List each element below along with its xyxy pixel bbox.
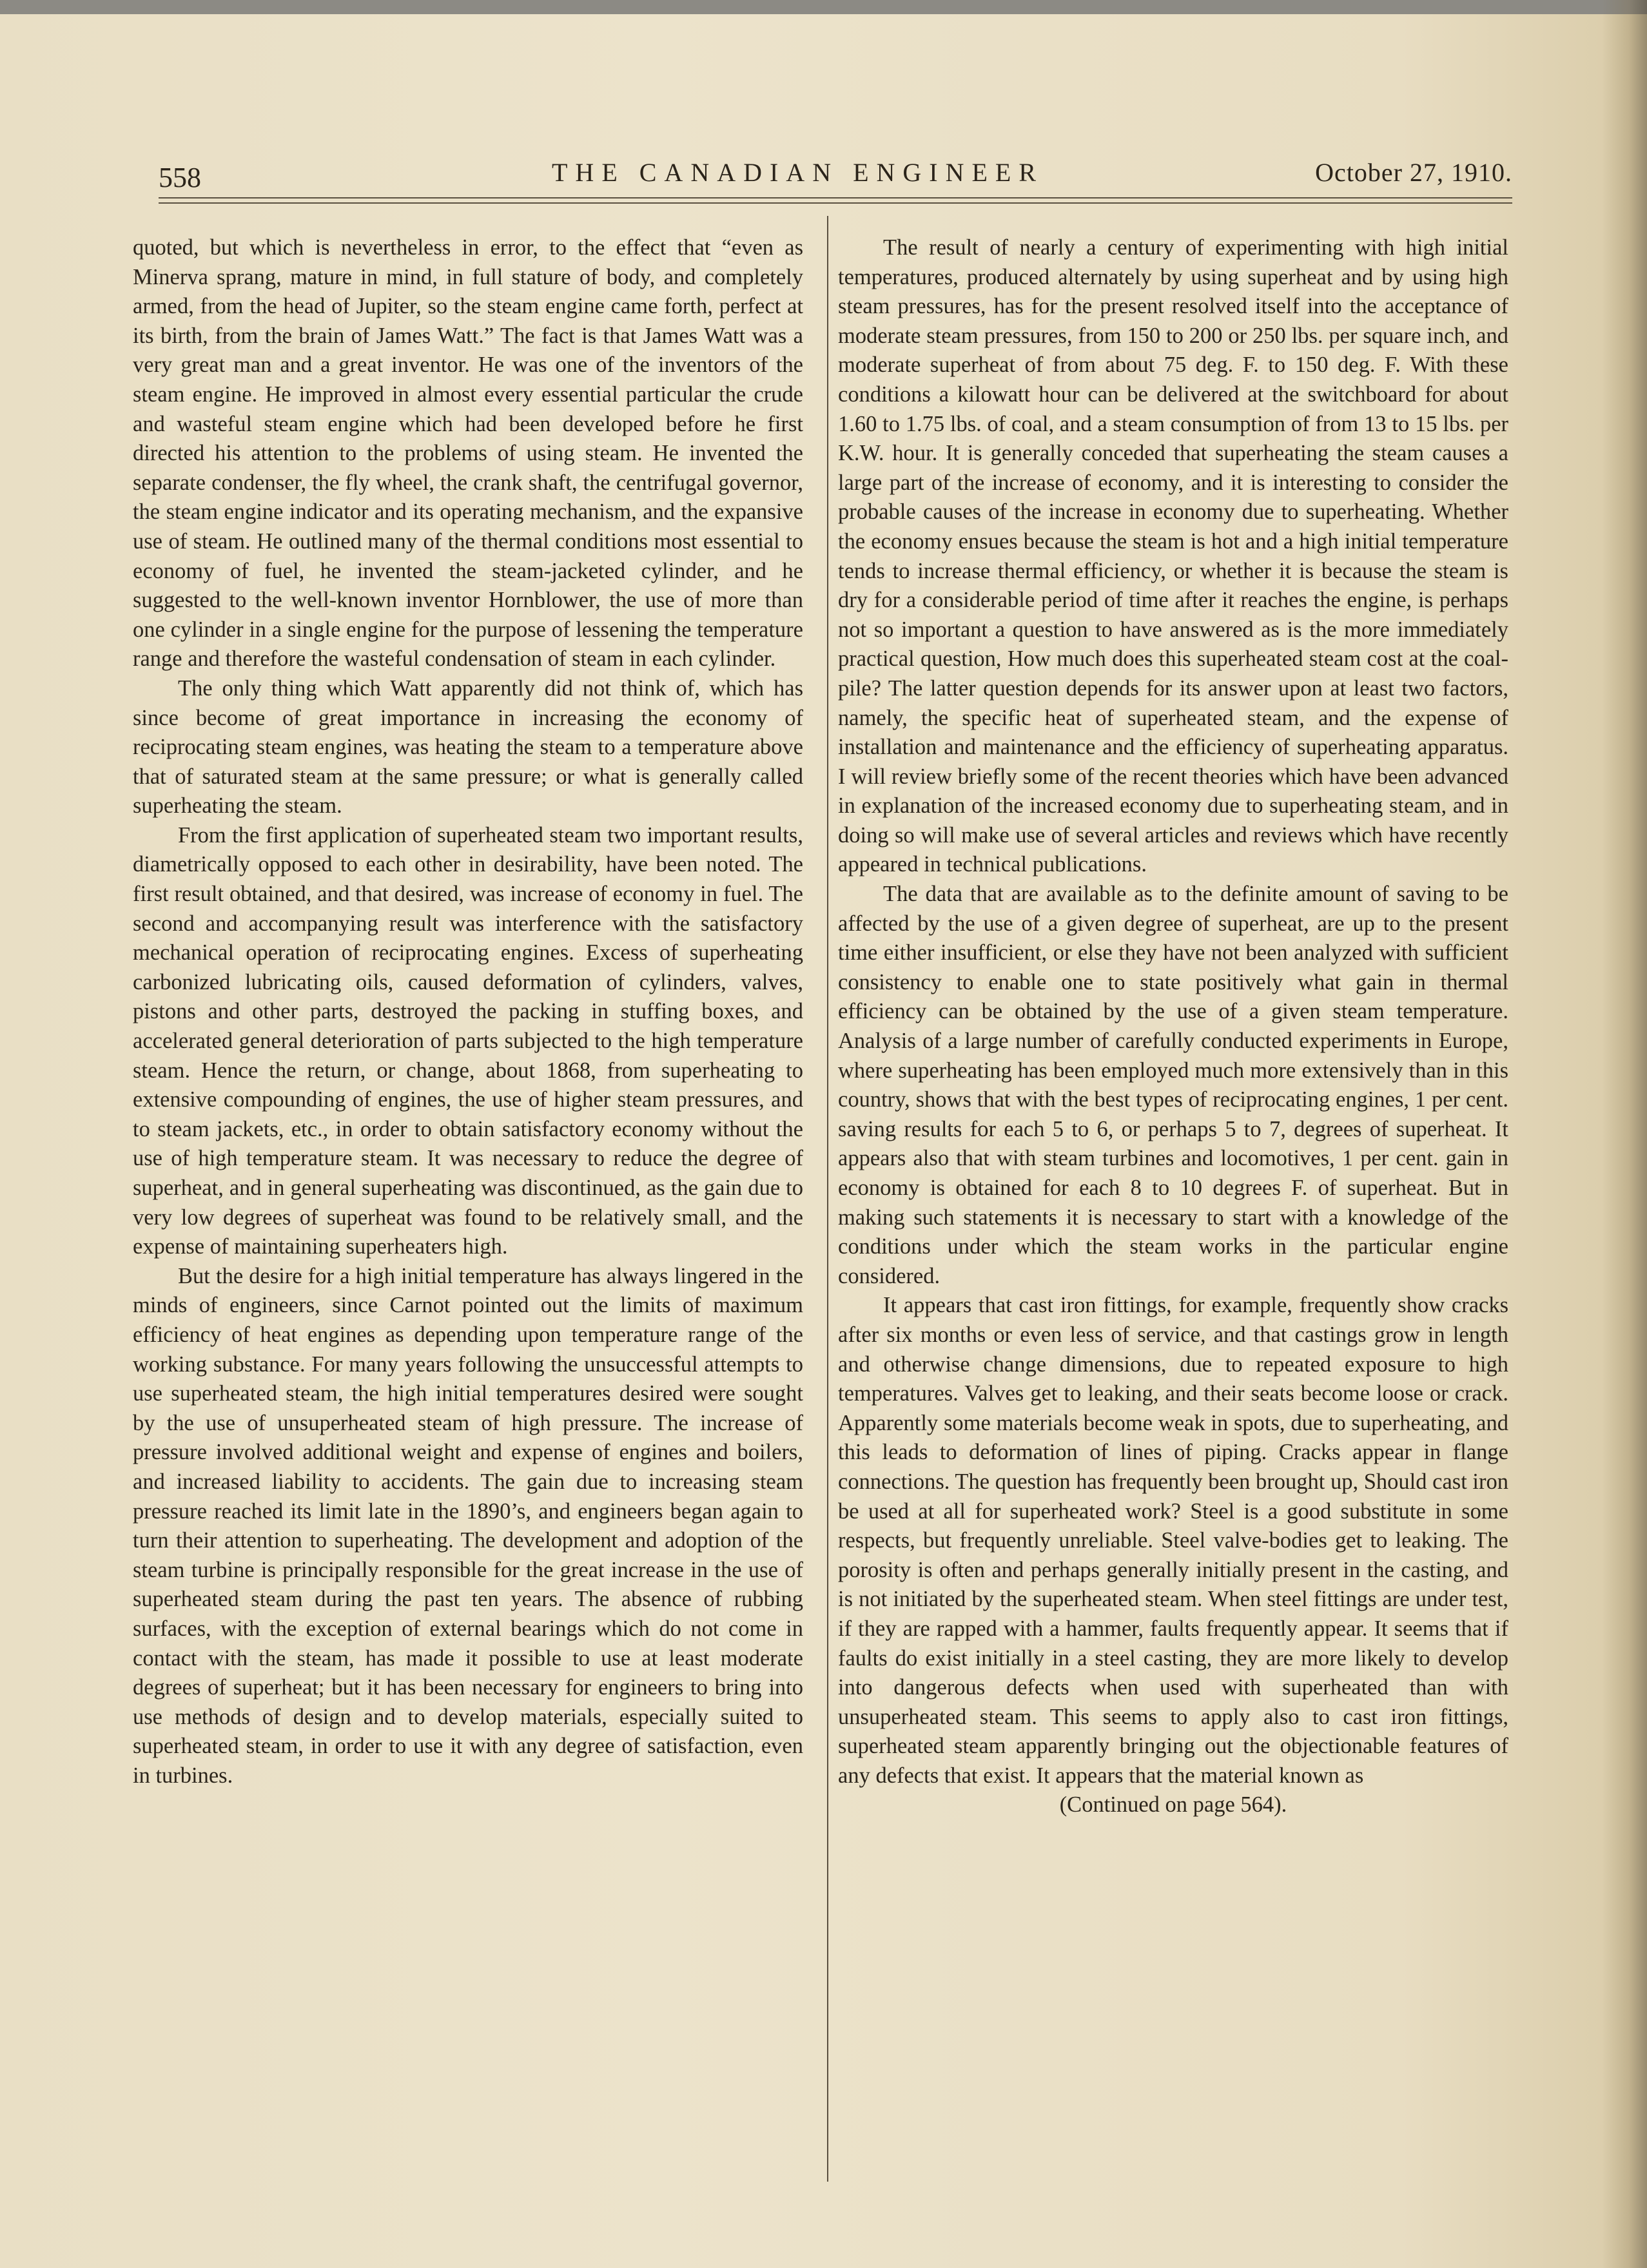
journal-title: THE CANADIAN ENGINEER xyxy=(552,158,1044,187)
right-column xyxy=(838,233,1508,1820)
paragraph: The result of nearly a century of experimenting with high initial temperatures, produced alternately by using superheat and by using high steam pressures, has for the present resolved itself into the acceptance of moderate steam pressures, from 150 to 200 or 250 lbs. per square inch, and moderate superheat of from about 75 deg. F. to 150 deg. F. With these conditions a kilowatt hour can be delivered at the switchboard for about 1.60 to 1.75 lbs. of coal, and a steam consumption of from 13 to 15 lbs. per K.W. hour. It is generally conceded that superheating the steam causes a large part of the increase of economy, and it is interesting to consider the probable causes of the increase in economy due to superheating. Whether the economy ensues because the steam is hot and a high initial temperature tends to increase thermal efficiency, or whether it is because the steam is dry for a considerable period of time after it reaches the engine, is perhaps not so important a question to have answered as is the more immediately practical question, How much does this superheated steam cost at the coal-pile? The latter question depends for its answer upon at least two factors, namely, the specific heat of superheated steam, and the expense of installation and maintenance and the efficiency of superheating apparatus. I will review briefly some of the recent theories which have been advanced in explanation of the increased economy due to superheating steam, and in doing so will make use of several articles and reviews which have recently appeared in technical publications. xyxy=(838,235,1508,877)
paragraph: It appears that cast iron fittings, for example, frequently show cracks after six months or even less of service, and that castings grow in length and otherwise change dimensions, due to repeated exposure to high temperatures. Valves get to leaking, and their seats become loose or crack. Apparently some materials become weak in spots, due to superheating, and this leads to deformation of lines of piping. Cracks appear in flange connections. The question has frequently been brought up, Should cast iron be used at all for superheated work? Steel is a good substitute in some respects, but frequently unreliable. Steel valve-bodies get to leaking. The porosity is often and perhaps generally initially present in the casting, and is not initiated by the superheated steam. When steel fittings are under test, if they are rapped with a hammer, faults frequently appear. It seems that if faults do exist initially in a steel casting, they are more likely to develop into dangerous defects when used with superheated than with unsuperheated steam. This seems to apply also to cast iron fittings, superheated steam apparently bringing out the objectionable features of any defects that exist. It appears that the material known as xyxy=(838,1293,1508,1788)
paragraph: quoted, but which is nevertheless in error, to the effect that “even as Minerva sprang, mature in mind, in full stature of body, and completely armed, from the head of Jupiter, so the steam engine came forth, perfect at its birth, from the brain of James Watt.” The fact is that James Watt was a very great man and a great inventor. He was one of the inventors of the steam engine. He improved in almost every essential particular the crude and wasteful steam engine which had been developed before he first directed his attention to the problems of using steam. He invented the separate condenser, the fly wheel, the crank shaft, the centrifugal governor, the steam engine indicator and its operating mechanism, and the expansive use of steam. He outlined many of the thermal conditions most essential to economy of fuel, he invented the steam-jacketed cylinder, and he suggested to the well-known inventor Hornblower, the use of more than one cylinder in a single engine for the purpose of lessening the temperature range and therefore the wasteful condensation of steam in each cylinder. xyxy=(133,235,803,672)
paragraph: From the first application of superheated steam two important results, diametrically opposed to each other in desirability, have been noted. The first result obtained, and that desired, was increase of economy in fuel. The second and accompanying result was interference with the satisfactory mechanical operation of reciprocating engines. Excess of superheating carbonized lubricating oils, caused deformation of cylinders, valves, pistons and other parts, destroyed the packing in stuffing boxes, and accelerated general deterioration of parts subjected to the high temperature steam. Hence the return, or change, about 1868, from superheating to extensive compounding of engines, the use of higher steam pressures, and to steam jackets, etc., in order to obtain satisfactory economy without the use of high temperature steam. It was necessary to reduce the degree of superheat, and in general superheating was discontinued, as the gain due to very low degrees of superheat was found to be relatively small, and the expense of maintaining superheaters high. xyxy=(133,822,803,1259)
header-rule-top xyxy=(159,197,1512,199)
left-column xyxy=(133,233,803,1790)
page-number: 558 xyxy=(159,162,201,193)
continuation-note: (Continued on page 564). xyxy=(1059,1792,1287,1817)
paragraph: The only thing which Watt apparently did not think of, which has since become of great importance in increasing the economy of reciprocating steam engines, was heating the steam to a temperature above that of saturated steam at the same pressure; or what is generally called superheating the steam. xyxy=(133,675,803,819)
page-top-edge xyxy=(0,0,1647,14)
running-head xyxy=(159,153,1512,192)
column-divider xyxy=(827,216,828,2182)
paragraph: The data that are available as to the definite amount of saving to be affected by the use of a given degree of superheat, are up to the present time either insufficient, or else they have not been analyzed with sufficient consistency to enable one to state positively what gain in thermal efficiency can be obtained by the use of a given steam temperature. Analysis of a large number of carefully conducted experiments in Europe, where superheating has been employed much more extensively than in this country, shows that with the best types of reciprocating engines, 1 per cent. saving results for each 5 to 6, or perhaps 5 to 7, degrees of superheat. It appears also that with steam turbines and locomotives, 1 per cent. gain in economy is obtained for each 8 to 10 degrees F. of superheat. But in making such statements it is necessary to start with a knowledge of the conditions under which the steam works in the particular engine considered. xyxy=(838,882,1508,1288)
issue-date: October 27, 1910. xyxy=(1315,158,1512,187)
header-rule-bottom xyxy=(159,202,1512,204)
paragraph: But the desire for a high initial temperature has always lingered in the minds of engineers, since Carnot pointed out the limits of maximum efficiency of heat engines as depending upon temperature range of the working substance. For many years following the unsuccessful attempts to use superheated steam, the high initial temperatures desired were sought by the use of unsuperheated steam of high pressure. The increase of pressure involved additional weight and expense of engines and boilers, and increased liability to accidents. The gain due to increasing steam pressure reached its limit late in the 1890’s, and engineers began again to turn their attention to superheating. The development and adoption of the steam turbine is principally responsible for the great increase in the use of superheated steam during the past ten years. The absence of rubbing surfaces, with the exception of external bearings which do not come in contact with the steam, has made it possible to use at least moderate degrees of superheat; but it has been necessary for engineers to bring into use methods of design and to develop materials, especially suited to superheated steam, in order to use it with any degree of satisfaction, even in turbines. xyxy=(133,1263,803,1788)
page-binding-shadow xyxy=(1602,0,1647,2268)
